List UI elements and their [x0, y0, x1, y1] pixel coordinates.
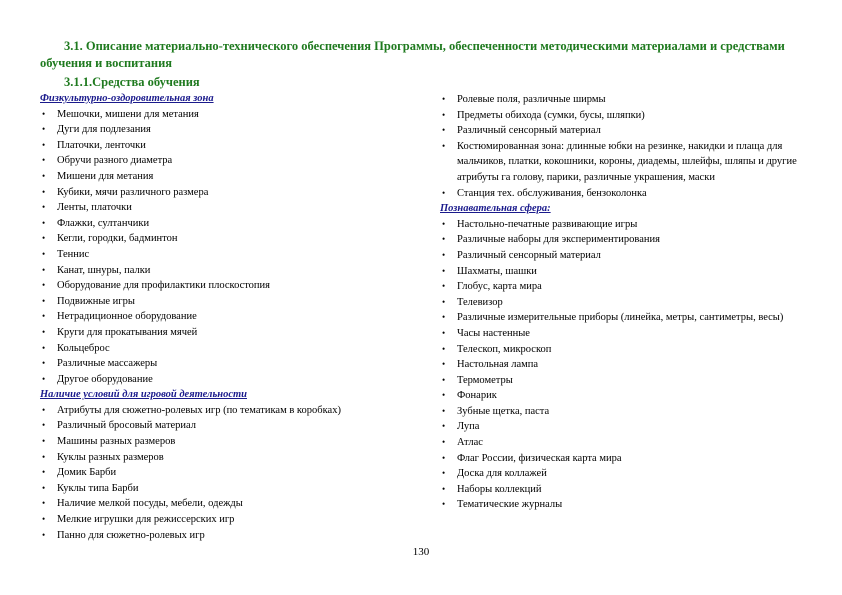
list-item: • Флажки, султанчики: [40, 216, 410, 232]
section-title-play: Наличие условий для игровой деятельности: [40, 389, 247, 401]
play-conditions-list: [40, 403, 410, 543]
list-item: • Шахматы, шашки: [440, 264, 810, 280]
list-item: • Кегли, городки, бадминтон: [40, 231, 410, 247]
list-item: • Атлас: [440, 435, 810, 451]
list-item: • Кубики, мячи различного размера: [40, 185, 410, 201]
list-item: • Различные массажеры: [40, 356, 410, 372]
section-title-physical: Физкультурно-оздоровительная зона: [40, 93, 214, 104]
list-item: • Атрибуты для сюжетно-ролевых игр (по тематикам в коробках): [40, 403, 410, 419]
subsection-heading: 3.1.1.Средства обучения: [64, 75, 200, 89]
list-item: • Машины разных размеров: [40, 434, 410, 450]
list-item: • Домик Барби: [40, 465, 410, 481]
list-item: • Настольная лампа: [440, 357, 810, 373]
list-item: • Нетрадиционное оборудование: [40, 309, 410, 325]
list-item: • Мишени для метания: [40, 169, 410, 185]
list-item: • Куклы типа Барби: [40, 481, 410, 497]
list-item: • Обручи разного диаметра: [40, 153, 410, 169]
list-item: • Теннис: [40, 247, 410, 263]
list-item: • Тематические журналы: [440, 497, 810, 513]
list-item: • Флаг России, физическая карта мира: [440, 451, 810, 467]
list-item: • Другое оборудование: [40, 372, 410, 388]
list-item: • Различные наборы для экспериментирования: [440, 232, 810, 248]
section-heading: 3.1. Описание материально-технического обеспечения Программы, обеспеченности методическими материалами и средствами обучения и воспитания: [40, 39, 785, 70]
list-item: • Мелкие игрушки для режиссерских игр: [40, 512, 410, 528]
list-item: • Ленты, платочки: [40, 200, 410, 216]
list-item: • Панно для сюжетно-ролевых игр: [40, 528, 410, 544]
list-item: • Дуги для подлезания: [40, 122, 410, 138]
list-item: • Лупа: [440, 419, 810, 435]
list-item: • Глобус, карта мира: [440, 279, 810, 295]
list-item: • Оборудование для профилактики плоскостопия: [40, 278, 410, 294]
list-item: • Подвижные игры: [40, 294, 410, 310]
list-item: • Костюмированная зона: длинные юбки на резинке, накидки и плаща для мальчиков, платки, кокошники, короны, диадемы, шлейфы, шляпы и другие атрибуты га голову, парики, различные украшения, маски: [440, 139, 810, 186]
list-item: • Фонарик: [440, 388, 810, 404]
list-item: • Круги для прокатывания мячей: [40, 325, 410, 341]
list-item: • Телескоп, микроскоп: [440, 342, 810, 358]
list-item: • Канат, шнуры, палки: [40, 263, 410, 279]
list-item: • Платочки, ленточки: [40, 138, 410, 154]
roleplay-items-list: [440, 92, 810, 201]
list-item: • Различный бросовый материал: [40, 418, 410, 434]
list-item: • Станция тех. обслуживания, бензоколонка: [440, 186, 810, 202]
list-item: • Наборы коллекций: [440, 482, 810, 498]
list-item: • Доска для коллажей: [440, 466, 810, 482]
list-item: • Настольно-печатные развивающие игры: [440, 217, 810, 233]
left-column: [40, 91, 410, 543]
cognitive-sphere-list: [440, 217, 810, 513]
list-item: • Различные измерительные приборы (линейка, метры, сантиметры, весы): [440, 310, 810, 326]
list-item: • Телевизор: [440, 295, 810, 311]
list-item: • Наличие мелкой посуды, мебели, одежды: [40, 496, 410, 512]
list-item: • Предметы обихода (сумки, бусы, шляпки): [440, 108, 810, 124]
list-item: • Различный сенсорный материал: [440, 123, 810, 139]
right-column: [440, 92, 810, 513]
list-item: • Зубные щетка, паста: [440, 404, 810, 420]
list-item: • Куклы разных размеров: [40, 450, 410, 466]
page-number: 130: [412, 546, 430, 558]
list-item: • Различный сенсорный материал: [440, 248, 810, 264]
list-item: • Кольцеброс: [40, 341, 410, 357]
list-item: • Термометры: [440, 373, 810, 389]
list-item: • Часы настенные: [440, 326, 810, 342]
physical-zone-list: [40, 107, 410, 388]
list-item: • Мешочки, мишени для метания: [40, 107, 410, 123]
section-title-cognitive: Познавательная сфера:: [440, 203, 551, 215]
list-item: • Ролевые поля, различные ширмы: [440, 92, 810, 108]
